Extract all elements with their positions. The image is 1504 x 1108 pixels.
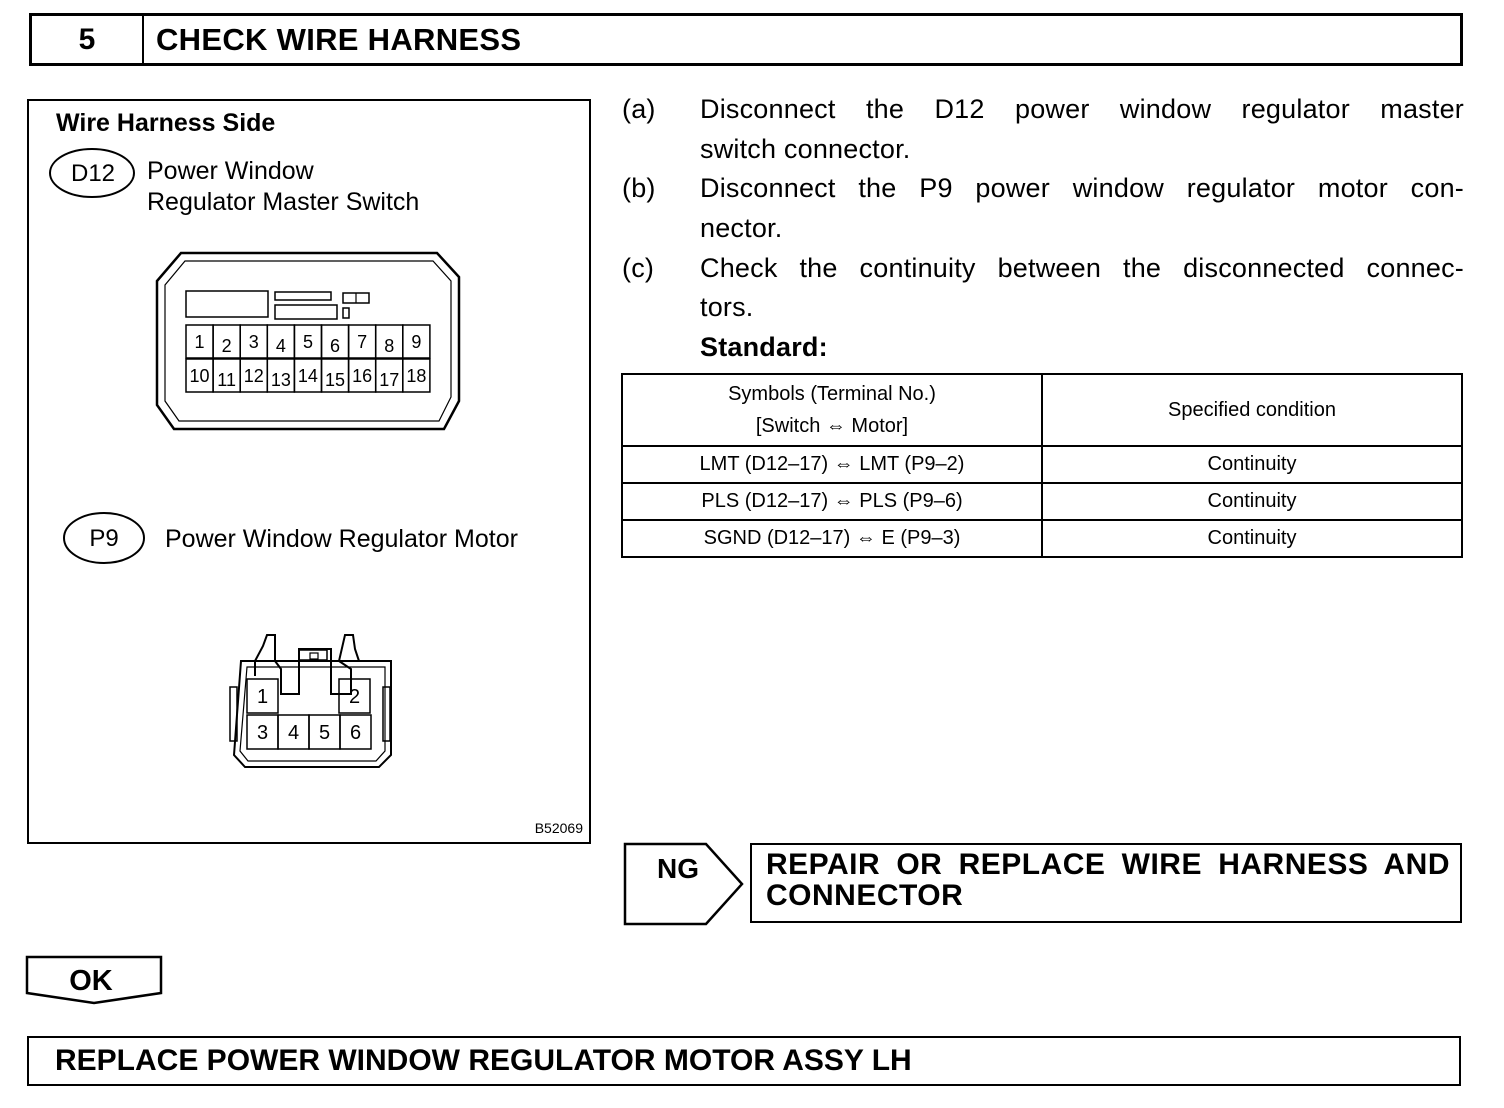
p9-pin-grid [247,679,371,749]
step-c-text-line1: Check the continuity between the disconnected connec- [700,253,1464,283]
col-condition-header: Specified condition [1042,374,1462,446]
connector-pin [309,715,340,749]
step-number: 5 [32,16,144,63]
step-b-text-line2: nector. [700,213,783,243]
pin-number: 17 [379,369,400,390]
connector-pin [240,325,267,358]
pin-number: 6 [349,722,362,745]
standard-label: Standard: [700,332,828,362]
connector-pin [322,325,349,358]
pin-number: 5 [302,331,313,352]
connector-drawings [29,101,588,841]
step-c-text-line2: tors. [700,292,754,322]
connector-pin [278,715,309,749]
connector-pin [294,325,321,358]
d12-pin-grid [186,325,430,392]
step-a-text-line1: Disconnect the D12 power window regulator master [700,94,1464,124]
row-condition: Continuity [1042,446,1462,483]
pin-number: 9 [411,331,422,352]
pin-number: 14 [297,365,318,386]
connector-pin [376,359,403,392]
p9-connector-name: Power Window Regulator Motor [165,525,518,553]
connector-pin [186,325,213,358]
connector-pin [213,359,240,392]
figure-code: B52069 [534,820,583,836]
final-result-text: REPLACE POWER WINDOW REGULATOR MOTOR ASSY LH [55,1044,912,1077]
step-a-text-line2: switch connector. [700,134,911,164]
pin-number: 8 [384,335,395,356]
d12-code: D12 [70,160,116,187]
connector-pin [349,359,376,392]
col-symbols-header [622,374,1042,446]
ok-arrow [24,954,164,1006]
d12-name-line1: Power Window [147,157,314,185]
connector-pin [349,325,376,358]
final-result-box [27,1036,1461,1086]
ng-result-text: REPAIR OR REPLACE WIRE HARNESS AND CONNECTOR [766,848,1450,912]
pin-number: 1 [256,686,269,709]
connector-pin [294,359,321,392]
continuity-spec-table [621,373,1463,558]
pin-number: 1 [194,331,205,352]
pin-number: 18 [406,365,427,386]
pin-number: 5 [318,722,331,745]
pin-number: 2 [221,335,232,356]
step-title: CHECK WIRE HARNESS [156,22,522,57]
d12-code-badge [50,149,134,197]
figure-side-label: Wire Harness Side [56,109,276,137]
connector-pin [322,359,349,392]
pin-number: 12 [243,365,264,386]
step-c-label: (c) [622,253,655,283]
connector-pin [213,325,240,358]
connector-figure [27,99,591,844]
pin-number: 4 [287,722,300,745]
connector-pin [247,715,278,749]
connector-pin [376,325,403,358]
row-symbols: LMT (D12–17) ⇔ LMT (P9–2) [622,446,1042,483]
pin-number: 13 [270,369,291,390]
step-header [29,13,1463,66]
pin-number: 3 [248,331,259,352]
connector-pin [339,679,370,713]
step-b-label: (b) [622,173,656,203]
row-symbols: PLS (D12–17) ⇔ PLS (P9–6) [622,483,1042,520]
d12-name-line2: Regulator Master Switch [147,188,420,216]
table-header-row [622,374,1462,446]
connector-pin [267,359,294,392]
pin-number: 4 [275,335,286,356]
p9-code-badge [64,513,144,563]
ng-result-box [750,843,1462,923]
p9-code: P9 [89,525,119,552]
row-condition: Continuity [1042,483,1462,520]
connector-pin [267,325,294,358]
ng-label: NG [657,853,699,884]
col-symbols-header-line2: [Switch ⇔ Motor] [755,415,909,437]
pin-number: 7 [357,331,368,352]
connector-pin [340,715,371,749]
connector-pin [186,359,213,392]
step-a-label: (a) [622,94,656,124]
pin-number: 6 [330,335,341,356]
table-row [622,520,1462,557]
row-symbols: SGND (D12–17) ⇔ E (P9–3) [622,520,1042,557]
connector-pin [403,325,430,358]
connector-pin [240,359,267,392]
step-b-text-line1: Disconnect the P9 power window regulator motor con- [700,173,1464,203]
connector-pin [247,679,278,713]
pin-number: 3 [256,722,269,745]
pin-number: 2 [348,686,361,709]
ok-label: OK [69,965,113,997]
pin-number: 10 [189,365,210,386]
pin-number: 16 [352,365,373,386]
ng-arrow [622,841,746,927]
p9-connector [230,635,391,767]
table-row [622,483,1462,520]
pin-number: 15 [325,369,346,390]
col-symbols-header-line1: Symbols (Terminal No.) [728,383,936,405]
connector-pin [403,359,430,392]
row-condition: Continuity [1042,520,1462,557]
table-row [622,446,1462,483]
pin-number: 11 [217,369,236,390]
